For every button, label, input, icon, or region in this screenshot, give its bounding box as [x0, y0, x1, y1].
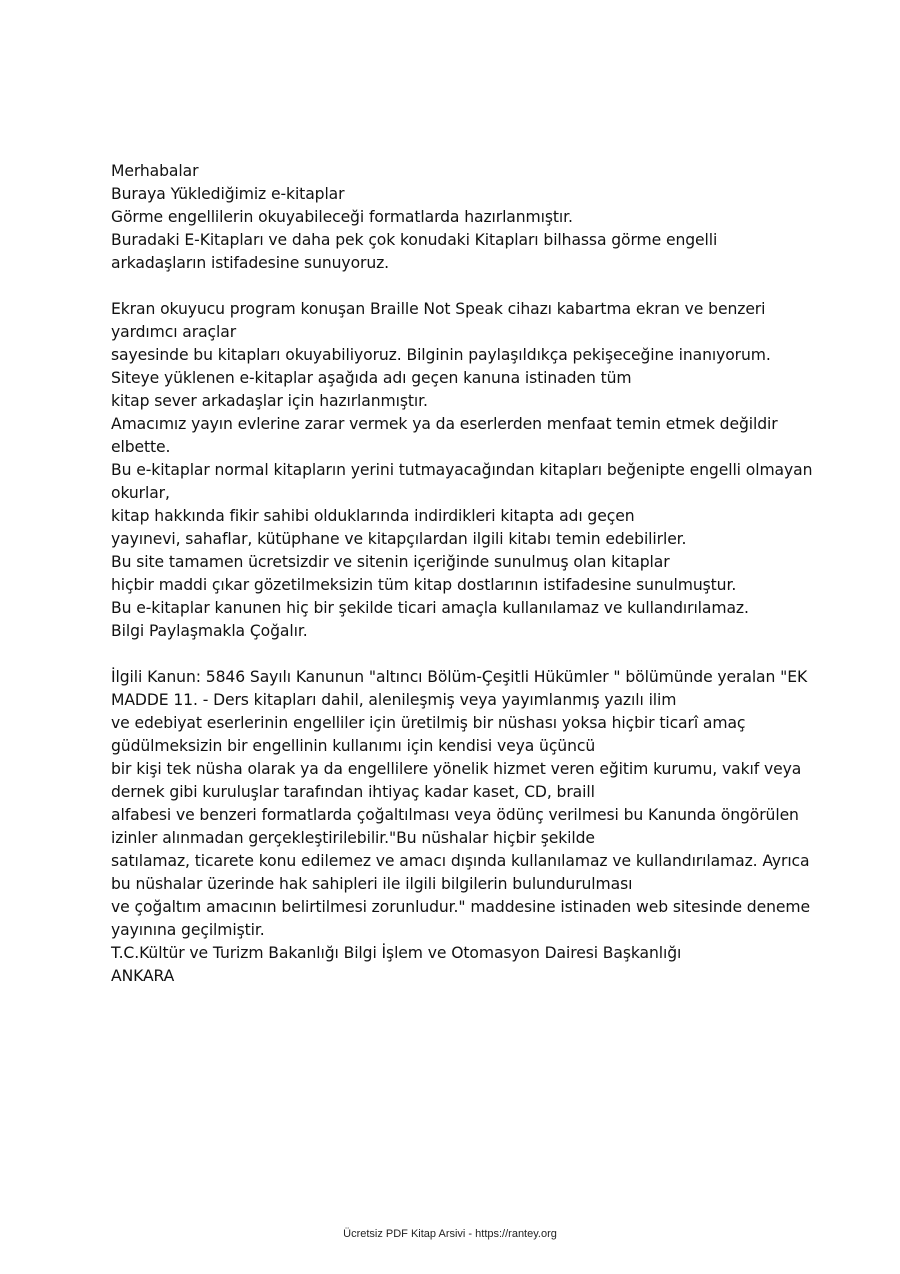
text-line: yayınevi, sahaflar, kütüphane ve kitapçılardan ilgili kitabı temin edebilirler.: [111, 530, 687, 548]
text-line: Buraya Yüklediğimiz e-kitaplar: [111, 185, 345, 203]
paragraph-intro: [111, 160, 831, 275]
text-line: Amacımız yayın evlerine zarar vermek ya da eserlerden menfaat temin etmek değildir: [111, 415, 778, 433]
text-line: bu nüshalar üzerinde hak sahipleri ile ilgili bilgilerin bulundurulması: [111, 875, 633, 893]
text-line: Bu e-kitaplar normal kitapların yerini tutmayacağından kitapları beğenipte engelli olmayan: [111, 461, 813, 479]
text-line: Buradaki E-Kitapları ve daha pek çok konudaki Kitapları bilhassa görme engelli: [111, 231, 718, 249]
text-line: Bu e-kitaplar kanunen hiç bir şekilde ticari amaçla kullanılamaz ve kullandırılamaz.: [111, 599, 749, 617]
text-line: Merhabalar: [111, 162, 199, 180]
paragraph-law: [111, 666, 831, 988]
text-line: yardımcı araçlar: [111, 323, 237, 341]
text-line: İlgili Kanun: 5846 Sayılı Kanunun "altıncı Bölüm-Çeşitli Hükümler " bölümünde yeralan "EK: [111, 668, 808, 686]
text-line: okurlar,: [111, 484, 170, 502]
text-line: ve edebiyat eserlerinin engelliler için üretilmiş bir nüshası yoksa hiçbir ticarî amaç: [111, 714, 746, 732]
text-line: MADDE 11. - Ders kitapları dahil, alenileşmiş veya yayımlanmış yazılı ilim: [111, 691, 677, 709]
text-line: satılamaz, ticarete konu edilemez ve amacı dışında kullanılamaz ve kullandırılamaz. Ayrıca: [111, 852, 810, 870]
document-body: [111, 160, 831, 988]
text-line: Siteye yüklenen e-kitaplar aşağıda adı geçen kanuna istinaden tüm: [111, 369, 632, 387]
text-line: arkadaşların istifadesine sunuyoruz.: [111, 254, 390, 272]
page-footer: [0, 1228, 900, 1240]
text-line: yayınına geçilmiştir.: [111, 921, 265, 939]
footer-text: Ücretsiz PDF Kitap Arsivi - https://rantey.org: [343, 1228, 557, 1240]
text-line: dernek gibi kuruluşlar tarafından ihtiyaç kadar kaset, CD, braill: [111, 783, 595, 801]
text-line: hiçbir maddi çıkar gözetilmeksizin tüm kitap dostlarının istifadesine sunulmuştur.: [111, 576, 737, 594]
text-line: T.C.Kültür ve Turizm Bakanlığı Bilgi İşlem ve Otomasyon Dairesi Başkanlığı: [111, 944, 682, 962]
text-line: izinler alınmadan gerçekleştirilebilir."Bu nüshalar hiçbir şekilde: [111, 829, 595, 847]
text-line: Ekran okuyucu program konuşan Braille Not Speak cihazı kabartma ekran ve benzeri: [111, 300, 766, 318]
text-line: ve çoğaltım amacının belirtilmesi zorunludur." maddesine istinaden web sitesinde deneme: [111, 898, 810, 916]
text-line: bir kişi tek nüsha olarak ya da engellilere yönelik hizmet veren eğitim kurumu, vakıf veya: [111, 760, 802, 778]
text-line: kitap sever arkadaşlar için hazırlanmıştır.: [111, 392, 428, 410]
text-line: güdülmeksizin bir engellinin kullanımı için kendisi veya üçüncü: [111, 737, 596, 755]
text-line: elbette.: [111, 438, 171, 456]
text-line: Görme engellilerin okuyabileceği formatlarda hazırlanmıştır.: [111, 208, 573, 226]
text-line: sayesinde bu kitapları okuyabiliyoruz. Bilginin paylaşıldıkça pekişeceğine inanıyorum.: [111, 346, 771, 364]
text-line: Bilgi Paylaşmakla Çoğalır.: [111, 622, 308, 640]
text-line: Bu site tamamen ücretsizdir ve sitenin içeriğinde sunulmuş olan kitaplar: [111, 553, 670, 571]
text-line: alfabesi ve benzeri formatlarda çoğaltılması veya ödünç verilmesi bu Kanunda öngörülen: [111, 806, 799, 824]
text-line: kitap hakkında fikir sahibi olduklarında indirdikleri kitapta adı geçen: [111, 507, 635, 525]
text-line: ANKARA: [111, 967, 175, 985]
paragraph-purpose: [111, 298, 831, 643]
